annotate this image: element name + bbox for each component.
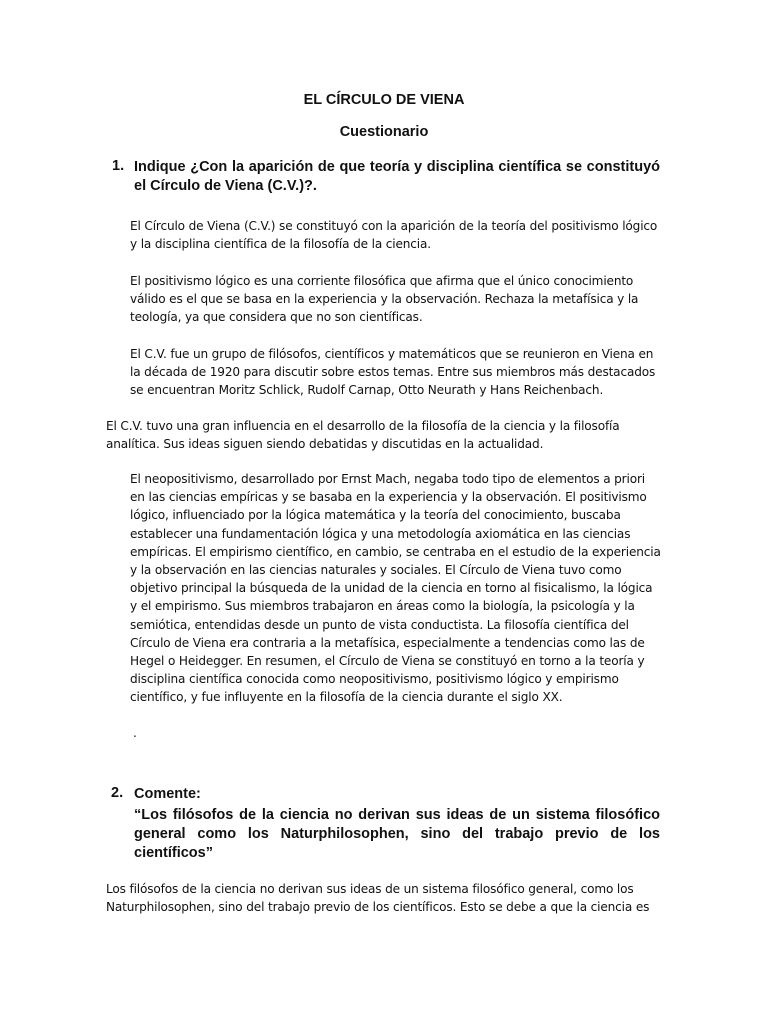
question-2-quote: “Los filósofos de la ciencia no derivan sus ideas de un sistema filosófico general como los Naturphilosophen, sino del trabajo previo de los científicos” [134, 807, 660, 861]
answer-paragraph-3: El C.V. fue un grupo de filósofos, científicos y matemáticos que se reunieron en Viena en la década de 1920 para discutir sobre estos temas. Entre sus miembros más destacados se encuentran Moritz Schlick, Rudolf Carnap, Otto Neurath y Hans Reichenbach. [130, 347, 656, 398]
answer-paragraph-5: El neopositivismo, desarrollado por Ernst Mach, negaba todo tipo de elementos a priori en las ciencias empíricas y se basaba en la experiencia y la observación. El positivismo lógico, influenciado por la lógica matemática y la teoría del conocimiento, buscaba establecer una fundamentación lógica y una metodología axiomática en las ciencias empíricas. El empirismo científico, en cambio, se centraba en el estudio de la experiencia y la observación en las ciencias naturales y sociales. El Círculo de Viena tuvo como objetivo principal la búsqueda de la unidad de la ciencia en torno al fisicalismo, la lógica y el empirismo. Sus miembros trabajaron en áreas como la biología, la psicología y la semiótica, entendidas desde un punto de vista conductista. La filosofía científica del Círculo de Viena era contraria a la metafísica, especialmente a tendencias como las de Hegel o Heidegger. En resumen, el Círculo de Viena se constituyó en torno a la teoría y disciplina científica conocida como neopositivismo, positivismo lógico y empirismo científico, y fue influyente en la filosofía de la ciencia durante el siglo XX. [130, 472, 661, 705]
answer-paragraph-4: El C.V. tuvo una gran influencia en el desarrollo de la filosofía de la ciencia y la filosofía analítica. Sus ideas siguen siendo debatidas y discutidas en la actualidad. [106, 419, 620, 452]
document-title: EL CÍRCULO DE VIENA [303, 92, 465, 108]
answer-paragraph-1: El Círculo de Viena (C.V.) se constituyó con la aparición de la teoría del positivismo lógico y la disciplina científica de la filosofía de la ciencia. [130, 219, 658, 252]
answer-paragraph-2: El positivismo lógico es una corriente filosófica que afirma que el único conocimiento válido es el que se basa en la experiencia y la observación. Rechaza la metafísica y la teología, ya que considera que no son científicas. [130, 274, 639, 325]
document-subtitle: Cuestionario [339, 124, 429, 140]
question-1-text: Indique ¿Con la aparición de que teoría y disciplina científica se constituyó el Círculo de Viena (C.V.)?. [134, 159, 660, 194]
question-2-number: 2. [111, 785, 124, 801]
question-2-heading: Comente: [134, 786, 201, 802]
final-paragraph: Los filósofos de la ciencia no derivan sus ideas de un sistema filosófico general, como los Naturphilosophen, sino del trabajo previo de los científicos. Esto se debe a que la ciencia es [106, 882, 650, 915]
question-1-number: 1. [112, 158, 125, 174]
answer-paragraph-dot: . [133, 726, 137, 740]
